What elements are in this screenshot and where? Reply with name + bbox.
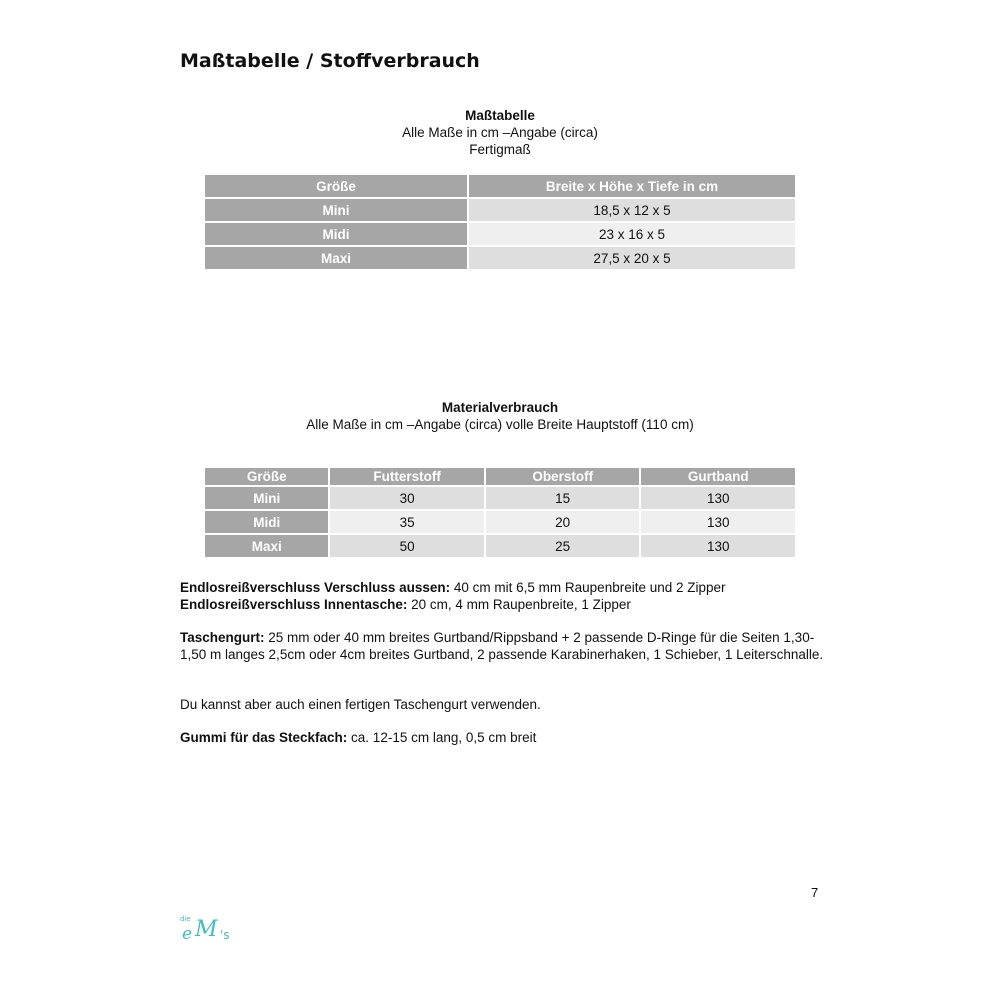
zip-inner-line [180, 596, 840, 613]
table-header-row [205, 175, 795, 197]
strap-text: 25 mm oder 40 mm breites Gurtband/Rippsband + 2 passende D-Ringe für die Seiten 1,30-1,50 m langes 2,5cm oder 4cm breites Gurtband, 2 passende Karabinerhaken, 1 Schieber, 1 Leiterschnalle. [180, 630, 824, 662]
zipper-notes [180, 579, 840, 613]
lining-cell: 30 [330, 487, 484, 509]
dimension-cell: 18,5 x 12 x 5 [469, 199, 795, 221]
strap-note [180, 629, 840, 663]
outer-fabric-cell: 25 [486, 535, 640, 557]
logo-letter-m: M [195, 917, 218, 942]
elastic-text: ca. 12-15 cm lang, 0,5 cm breit [347, 730, 537, 745]
table2-subheading: Alle Maße in cm –Angabe (circa) volle Breite Hauptstoff (110 cm) [306, 417, 694, 432]
size-cell: Midi [205, 511, 328, 533]
webbing-cell: 130 [641, 535, 795, 557]
table2-heading: Materialverbrauch [441, 400, 559, 415]
table1-header [0, 107, 1000, 158]
table2-header [0, 399, 1000, 433]
dimension-cell: 27,5 x 20 x 5 [469, 247, 795, 269]
table-row [205, 199, 795, 221]
column-header: Oberstoff [486, 468, 640, 485]
table1-subheading: Alle Maße in cm –Angabe (circa) [402, 125, 598, 140]
lining-cell: 50 [330, 535, 484, 557]
logo-letter-e: e [182, 924, 193, 944]
page-number: 7 [811, 885, 819, 900]
webbing-cell: 130 [641, 511, 795, 533]
table-row [205, 487, 795, 509]
column-header: Breite x Höhe x Tiefe in cm [469, 175, 795, 197]
table-header-row [205, 468, 795, 485]
size-cell: Midi [205, 223, 467, 245]
webbing-cell: 130 [641, 487, 795, 509]
lining-cell: 35 [330, 511, 484, 533]
material-table [203, 466, 797, 559]
zip-outer-label: Endlosreißverschluss Verschluss aussen: [180, 580, 451, 595]
ready-strap-text: Du kannst aber auch einen fertigen Taschengurt verwenden. [180, 697, 541, 712]
size-cell: Mini [205, 487, 328, 509]
column-header: Gurtband [641, 468, 795, 485]
column-header: Futterstoff [330, 468, 484, 485]
elastic-line [180, 729, 840, 746]
zip-outer-text: 40 cm mit 6,5 mm Raupenbreite und 2 Zipper [450, 580, 726, 595]
size-table [203, 173, 797, 271]
zip-outer-line [180, 579, 840, 596]
size-cell: Maxi [205, 535, 328, 557]
size-cell: Maxi [205, 247, 467, 269]
table1-note: Fertigmaß [469, 142, 531, 157]
zip-inner-text: 20 cm, 4 mm Raupenbreite, 1 Zipper [407, 597, 631, 612]
size-cell: Mini [205, 199, 467, 221]
dimension-cell: 23 x 16 x 5 [469, 223, 795, 245]
table-row [205, 511, 795, 533]
column-header: Größe [205, 468, 328, 485]
strap-label: Taschengurt: [180, 630, 265, 645]
logo-small-text: die [180, 915, 191, 923]
logo-letter-s: 's [220, 928, 230, 942]
elastic-note [180, 729, 840, 746]
table-row [205, 223, 795, 245]
column-header: Größe [205, 175, 467, 197]
zip-inner-label: Endlosreißverschluss Innentasche: [180, 597, 408, 612]
table-row [205, 535, 795, 557]
elastic-label: Gummi für das Steckfach: [180, 730, 348, 745]
strap-line [180, 629, 840, 663]
table1-heading: Maßtabelle [465, 108, 535, 123]
ready-strap-note [180, 696, 840, 713]
table-row [205, 247, 795, 269]
brand-logo [176, 912, 236, 944]
outer-fabric-cell: 20 [486, 511, 640, 533]
page-title: Maßtabelle / Stoffverbrauch [180, 50, 480, 72]
outer-fabric-cell: 15 [486, 487, 640, 509]
